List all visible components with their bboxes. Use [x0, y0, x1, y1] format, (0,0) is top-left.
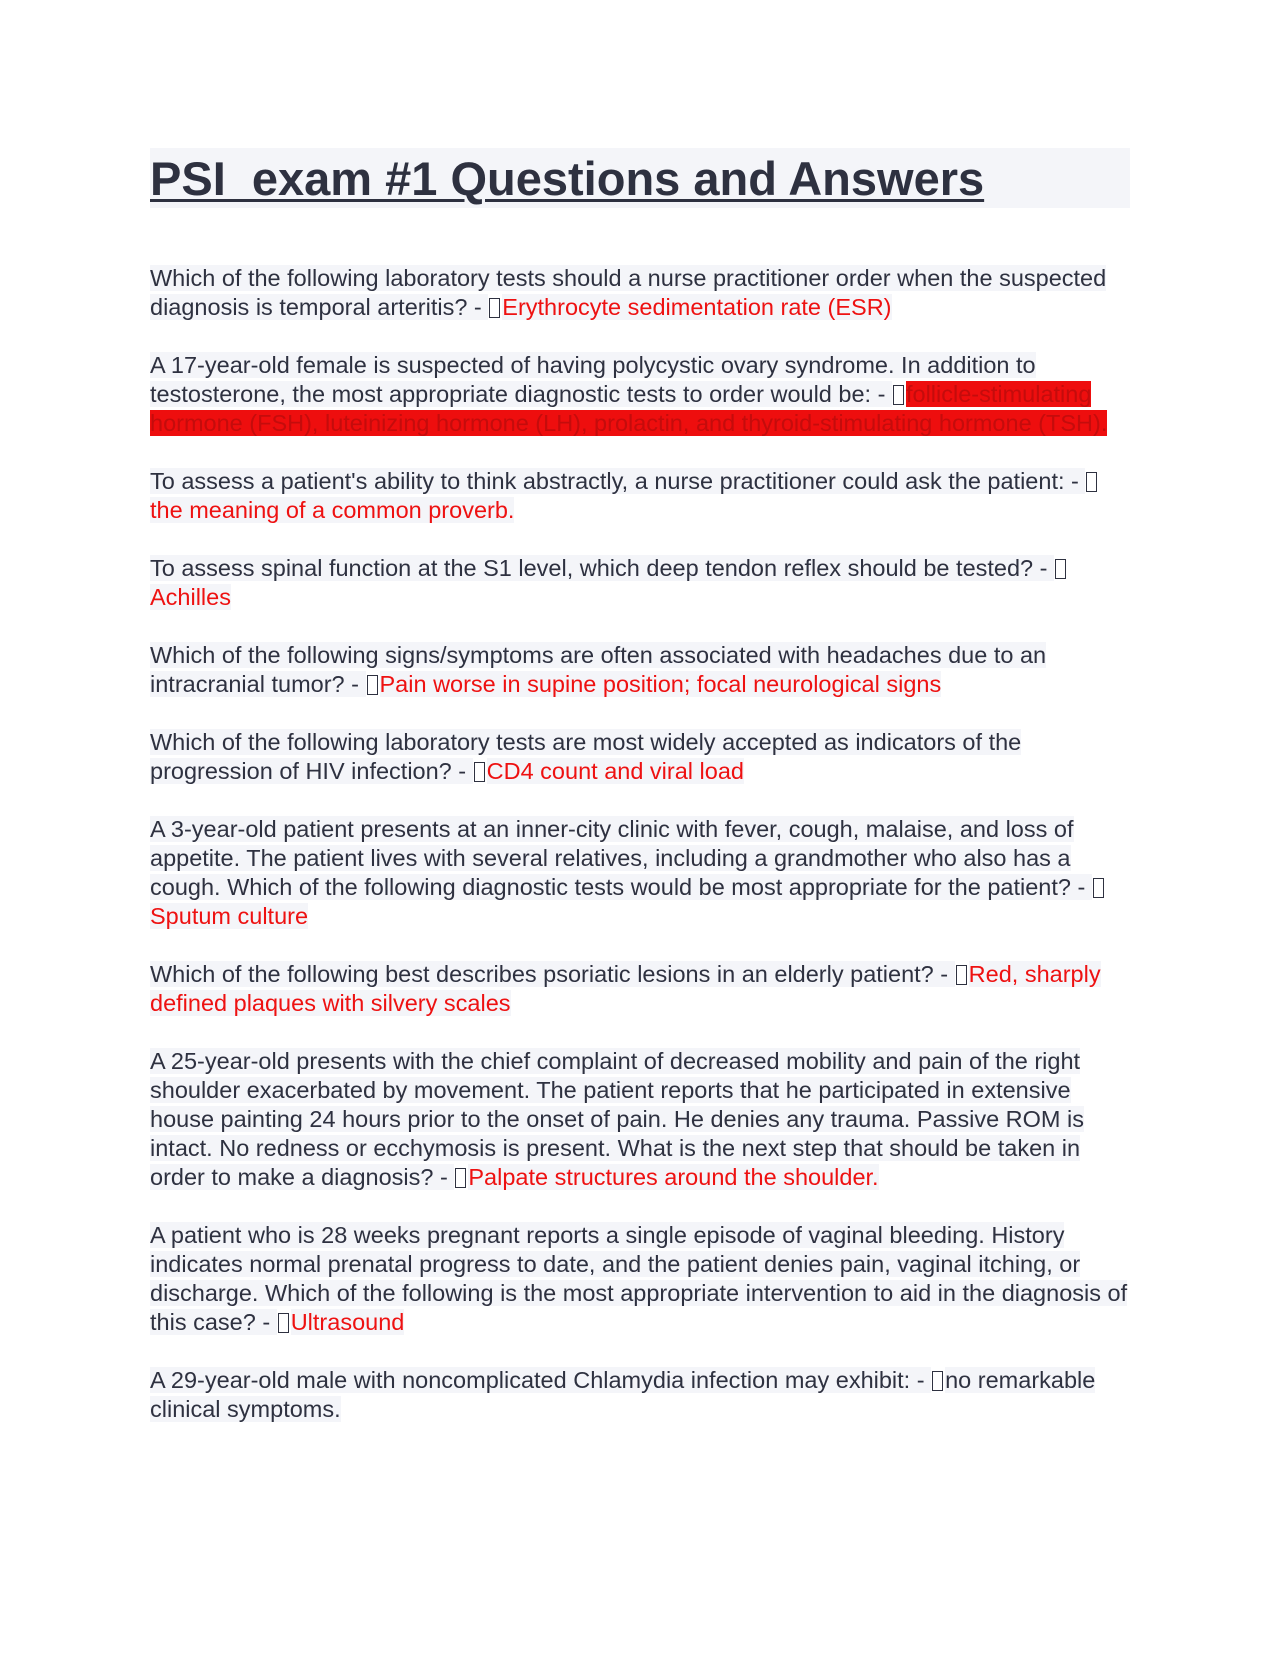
question-text: A 25-year-old presents with the chief complaint of decreased mobility and pain of the right shoulder exacerbated by movement. The patient reports that he participated in extensive house painting 24 hours prior to the onset of pain. He denies any trauma. Passive ROM is intact. No redness or ecchymosis is present. What is the next step that should be taken in order to make a diagnosis?: [150, 1048, 1084, 1190]
answer-text: Sputum culture: [150, 903, 309, 929]
separator: -: [467, 294, 489, 320]
qa-item-5: [150, 641, 1130, 699]
question-text: A 17-year-old female is suspected of having polycystic ovary syndrome. In addition to testosterone, the most appropriate diagnostic tests to order would be:: [150, 352, 1036, 407]
qa-item-3: [150, 467, 1130, 525]
qa-item-8: [150, 960, 1130, 1018]
answer-text: Red, sharply defined plaques with silvery scales: [150, 961, 1101, 1016]
qa-item-2: [150, 351, 1130, 438]
qa-item-7: [150, 815, 1130, 931]
missing-glyph-box-icon: [1055, 559, 1066, 579]
separator: -: [1033, 555, 1055, 581]
answer-text-highlighted: follicle-stimulating hormone (FSH), luteinizing hormone (LH), prolactin, and thyroid-stimulating hormone (TSH).: [150, 381, 1108, 436]
answer-text: Pain worse in supine position; focal neurological signs: [379, 671, 942, 697]
question-text: A patient who is 28 weeks pregnant reports a single episode of vaginal bleeding. History indicates normal prenatal progress to date, and the patient denies pain, vaginal itching, or discharge. Which of the following is the most appropriate intervention to aid in the diagnosis of this case?: [150, 1222, 1128, 1335]
separator: -: [871, 381, 892, 407]
question-text: A 3-year-old patient presents at an inner-city clinic with fever, cough, malaise, and loss of appetite. The patient lives with several relatives, including a grandmother who also has a cough. Which of the following diagnostic tests would be most appropriate for the patient?: [150, 816, 1074, 900]
qa-item-6: [150, 728, 1130, 786]
missing-glyph-box-icon: [455, 1168, 466, 1188]
question-text: To assess a patient's ability to think abstractly, a nurse practitioner could ask the patient:: [150, 468, 1065, 494]
missing-glyph-box-icon: [367, 675, 378, 695]
answer-text: Erythrocyte sedimentation rate (ESR): [502, 294, 892, 320]
answer-text: Achilles: [150, 584, 231, 610]
qa-item-10: [150, 1221, 1130, 1337]
question-text: To assess spinal function at the S1 level, which deep tendon reflex should be tested?: [150, 555, 1034, 581]
missing-glyph-box-icon: [489, 298, 500, 318]
missing-glyph-box-icon: [932, 1371, 943, 1391]
separator: -: [433, 1164, 455, 1190]
question-text: A 29-year-old male with noncomplicated Chlamydia infection may exhibit:: [150, 1367, 911, 1393]
separator: -: [255, 1309, 277, 1335]
qa-item-11: [150, 1366, 1130, 1424]
answer-text: Ultrasound: [290, 1309, 405, 1335]
question-text: Which of the following laboratory tests should a nurse practitioner order when the suspected diagnosis is temporal arteritis?: [150, 265, 1107, 320]
separator: -: [910, 1367, 932, 1393]
title-block: [150, 148, 1130, 208]
separator: -: [1064, 468, 1086, 494]
missing-glyph-box-icon: [1086, 472, 1097, 492]
answer-text: CD4 count and viral load: [486, 758, 744, 784]
answer-text: the meaning of a common proverb.: [150, 497, 515, 523]
answer-text-plain: no remarkable clinical symptoms.: [150, 1367, 1096, 1422]
question-text: Which of the following signs/symptoms are often associated with headaches due to an intracranial tumor?: [150, 642, 1047, 697]
qa-item-1: [150, 264, 1130, 322]
document-title: PSI exam #1 Questions and Answers: [150, 152, 985, 205]
missing-glyph-box-icon: [278, 1313, 289, 1333]
missing-glyph-box-icon: [956, 965, 967, 985]
separator: -: [933, 961, 955, 987]
separator: -: [451, 758, 473, 784]
question-text: Which of the following best describes psoriatic lesions in an elderly patient?: [150, 961, 934, 987]
qa-item-9: [150, 1047, 1130, 1192]
separator: -: [1070, 874, 1092, 900]
question-text: Which of the following laboratory tests are most widely accepted as indicators of the progression of HIV infection?: [150, 729, 1022, 784]
missing-glyph-box-icon: [1093, 878, 1104, 898]
qa-item-4: [150, 554, 1130, 612]
answer-text: Palpate structures around the shoulder.: [468, 1164, 879, 1190]
document-page: [150, 148, 1130, 1453]
missing-glyph-box-icon: [474, 762, 485, 782]
separator: -: [344, 671, 366, 697]
missing-glyph-box-icon: [893, 385, 904, 405]
